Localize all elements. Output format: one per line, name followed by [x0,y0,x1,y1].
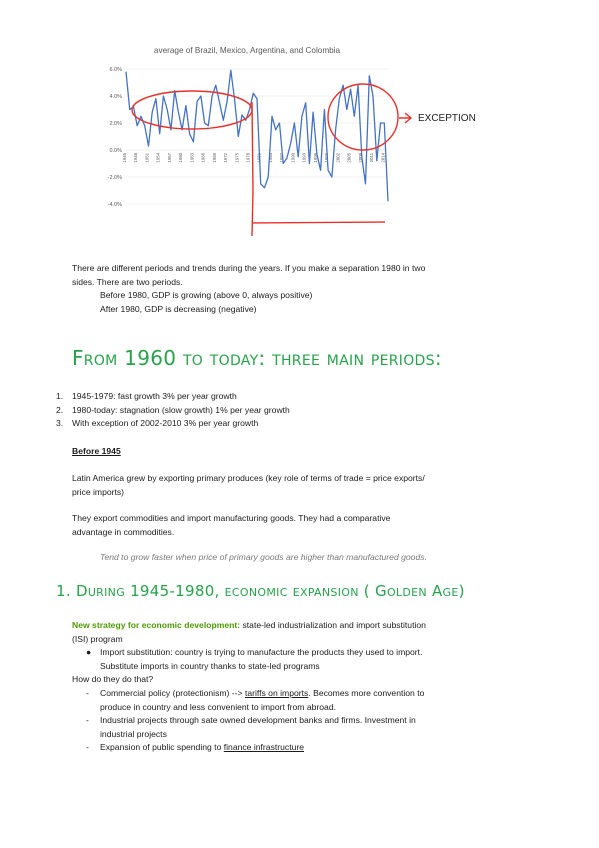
bullet-item [86,646,536,673]
x-tick-label: 1951 [144,153,150,163]
x-axis [122,152,385,162]
dash-item [86,687,536,714]
text-line: Latin America grew by exporting primary produces (key role of terms of trade = price exports/ [72,473,425,483]
x-tick-label: 1948 [133,153,139,163]
bullet-import-substitution [86,646,536,673]
text-span: . Becomes more convention to [308,688,425,698]
text-line: Industrial projects through sate owned development banks and firms. Investment in [100,715,416,726]
text-line: price imports) [72,486,125,497]
intro-line-1: There are different periods and trends during the years. If you make a separation 1980 in two [72,263,426,273]
x-tick-label: 1981 [256,153,262,163]
gdp-growth-chart [96,40,398,215]
y-tick-label: -2.0% [107,175,122,181]
x-tick-label: 1972 [223,153,229,163]
list-number: 1. [56,391,64,401]
intro-after: After 1980, GDP is decreasing (negative) [100,303,257,314]
strategy-text: state-led industrialization and import substitution [240,620,426,630]
x-tick-label: 1957 [166,153,172,163]
exception-label: EXCEPTION [418,113,476,124]
underlined-text: tariffs on imports [244,688,309,698]
subheading-before-1945: Before 1945 [72,446,121,456]
x-tick-label: 1945 [122,153,127,163]
red-arrow [399,113,411,123]
intro-before: Before 1980, GDP is growing (above 0, always positive) [100,290,313,301]
red-baseline-line [252,222,385,223]
x-tick-label: 1993 [301,153,307,163]
x-tick-label: 2014 [380,153,386,163]
list-text: 1945-1979: fast growth 3% per year growth [72,391,237,401]
list-number: 2. [56,404,64,415]
y-tick-label: -4.0% [107,202,122,208]
text-line: produce in country and less convenient to import from abroad. [100,701,336,712]
text-line: Substitute imports in country thanks to state-led programs [100,660,320,671]
how-question: How do they do that? [72,674,154,684]
x-tick-label: 1978 [245,153,251,163]
x-tick-label: 1954 [155,153,161,163]
list-text: 1980-today: stagnation (slow growth) 1% per year growth [72,404,290,415]
list-number: 3. [56,418,64,429]
dash-marker: - [86,688,89,698]
x-tick-label: 2008 [357,153,363,163]
x-tick-label: 2005 [346,152,352,163]
underlined-text: finance infrastructure [223,742,304,753]
x-tick-label: 1960 [178,153,184,163]
text-line [100,687,424,701]
list-text: With exception of 2002-2010 3% per year growth [72,418,259,429]
intro-paragraph [72,262,532,316]
x-tick-label: 1999 [324,153,330,163]
strategy-line-2: (ISI) program [72,633,123,644]
x-tick-label: 1963 [189,153,195,163]
text-line: Import substitution: country is trying to manufacture the products they used to import. [100,647,423,657]
chart-title: average of Brazil, Mexico, Argentina, and Colombia [153,46,341,55]
x-tick-label: 1996 [312,153,318,163]
x-tick-label: 1975 [234,153,240,163]
dash-item [86,741,536,755]
text-line: advantage in commodities. [72,526,175,537]
strategy-paragraph [72,619,542,646]
x-tick-label: 2011 [369,153,375,163]
dash-item [86,714,536,741]
list-item [56,404,536,418]
y-tick-label: 4.0% [109,94,122,100]
periods-list [56,390,536,431]
dash-marker: - [86,715,89,726]
list-item [56,390,536,404]
y-tick-label: 2.0% [109,121,122,127]
y-tick-label: 0.0% [109,148,122,154]
section-heading-golden-age: 1. During 1945-1980, economic expansion ( Golden Age) [56,582,465,600]
list-item [56,417,536,431]
dash-marker: - [86,742,89,753]
y-tick-label: 6.0% [109,67,122,73]
x-tick-label: 1966 [200,153,206,163]
x-tick-label: 1987 [279,153,285,163]
bullet-dot-icon: ● [86,647,92,657]
plot-area [126,70,388,201]
section-heading-periods: From 1960 to today: three main periods: [72,346,442,370]
text-line: They export commodities and import manufacturing goods. They had a comparative [72,513,391,523]
dash-list [86,687,536,755]
before-1945-note: Tend to grow faster when price of primary goods are higher than manufactured goods. [100,552,427,562]
x-tick-label: 1984 [267,153,273,163]
intro-line-2: sides. There are two periods. [72,276,183,287]
x-tick-label: 2002 [335,153,341,163]
strategy-line-1 [72,619,542,633]
x-tick-label: 1969 [211,153,217,163]
text-span: Expansion of public spending to [100,742,224,753]
x-tick-label: 1990 [290,153,296,163]
text-span: Commercial policy (protectionism) --> [100,688,245,698]
text-line [100,741,304,755]
series-line [126,70,388,201]
before-1945-paragraph-1 [72,472,532,499]
strategy-label: New strategy for economic development: [72,620,241,630]
text-line: industrial projects [100,728,167,739]
before-1945-paragraph-2 [72,512,532,539]
